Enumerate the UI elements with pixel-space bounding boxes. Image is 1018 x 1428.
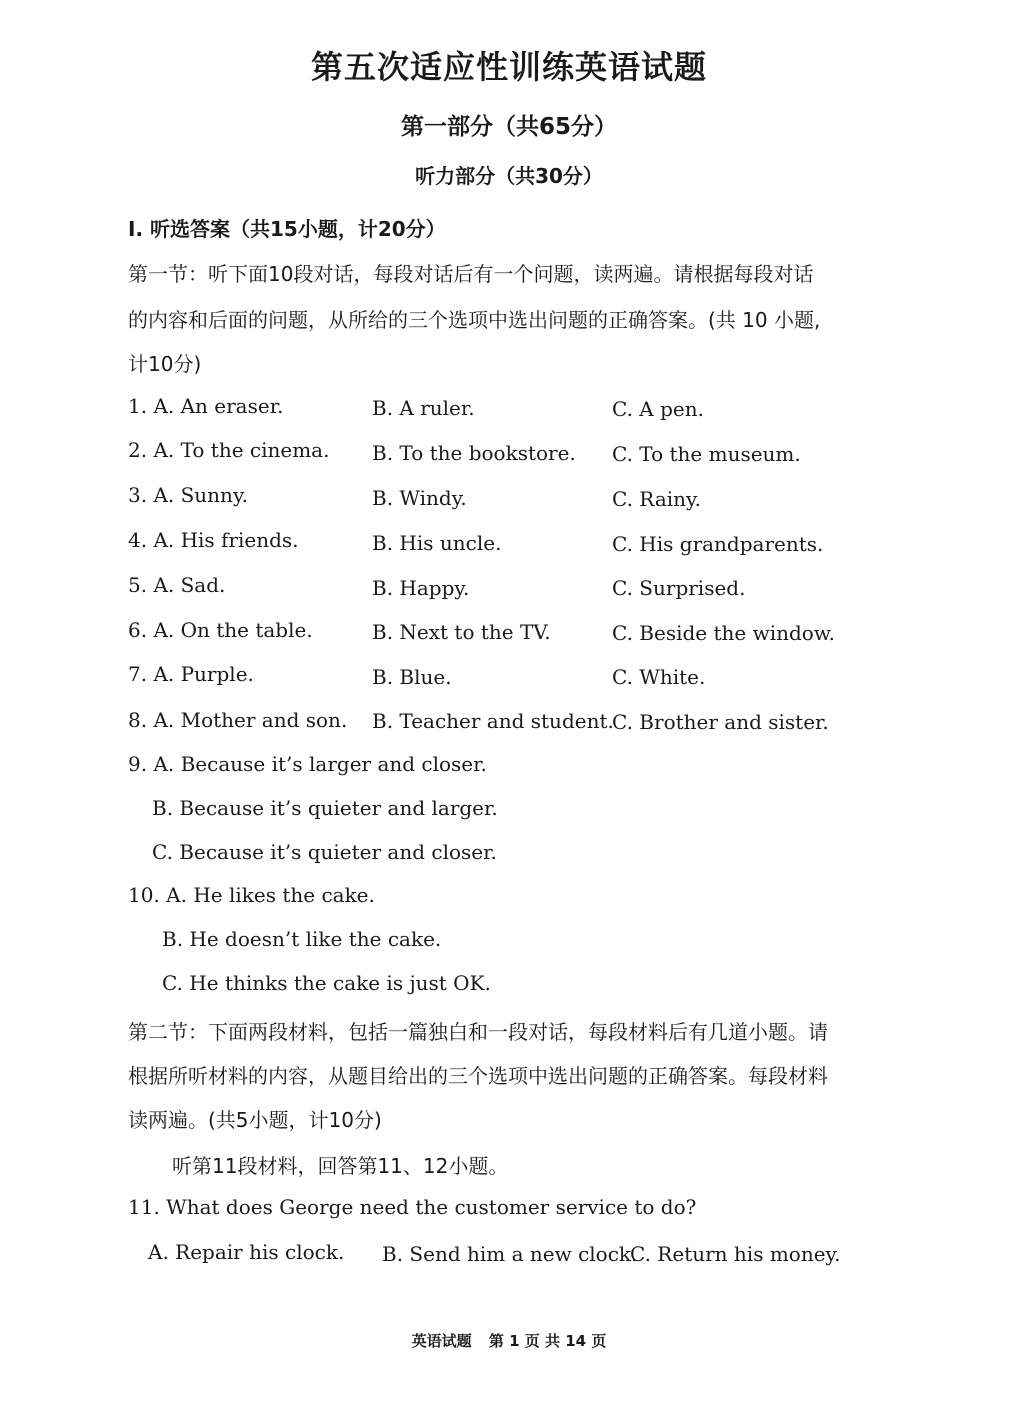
footer-page-number: 第 1 页 共 14 页	[488, 1332, 607, 1350]
footer-subject: 英语试题	[411, 1332, 472, 1350]
q10-option-a: 10. A. He likes the cake.	[128, 883, 375, 907]
q2-option-a: 2. A. To the cinema.	[128, 438, 330, 462]
q3-option-b: B. Windy.	[372, 486, 467, 510]
q4-option-c: C. His grandparents.	[612, 532, 824, 556]
q1-option-a: 1. A. An eraser.	[128, 394, 284, 418]
exam-title: 第五次适应性训练英语试题	[310, 48, 707, 86]
q5-option-c: C. Surprised.	[612, 576, 746, 600]
q9-option-c: C. Because it’s quieter and closer.	[152, 840, 497, 864]
listening-heading: 听力部分（共30分）	[415, 164, 603, 188]
q8-option-b: B. Teacher and student.	[372, 709, 614, 733]
q6-option-a: 6. A. On the table.	[128, 618, 313, 642]
section1-intro-line1: 第一节：听下面10段对话，每段对话后有一个问题，读两遍。请根据每段对话	[128, 262, 814, 286]
q4-option-a: 4. A. His friends.	[128, 528, 299, 552]
q6-option-c: C. Beside the window.	[612, 621, 835, 645]
q1-option-b: B. A ruler.	[372, 396, 475, 420]
q8-option-a: 8. A. Mother and son.	[128, 708, 348, 732]
q11-option-a: A. Repair his clock.	[148, 1240, 345, 1264]
q11-stem: 11. What does George need the customer service to do?	[128, 1195, 697, 1219]
q7-option-a: 7. A. Purple.	[128, 662, 254, 686]
section1-intro-line2: 的内容和后面的问题，从所给的三个选项中选出问题的正确答案。(共 10 小题,	[128, 308, 821, 332]
q5-option-a: 5. A. Sad.	[128, 573, 226, 597]
q4-option-b: B. His uncle.	[372, 531, 502, 555]
section-i-heading: I. 听选答案（共15小题，计20分）	[128, 217, 446, 241]
q10-option-c: C. He thinks the cake is just OK.	[162, 971, 491, 995]
q6-option-b: B. Next to the TV.	[372, 620, 551, 644]
q2-option-c: C. To the museum.	[612, 442, 801, 466]
q2-option-b: B. To the bookstore.	[372, 441, 576, 465]
q11-option-b: B. Send him a new clock.	[382, 1242, 638, 1266]
q3-option-a: 3. A. Sunny.	[128, 483, 248, 507]
q10-option-b: B. He doesn’t like the cake.	[162, 927, 442, 951]
section1-intro-line3: 计10分)	[128, 352, 202, 376]
section2-intro-line3: 读两遍。(共5小题，计10分)	[128, 1108, 382, 1132]
q9-option-b: B. Because it’s quieter and larger.	[152, 796, 498, 820]
q7-option-c: C. White.	[612, 665, 706, 689]
section2-intro-line1: 第二节：下面两段材料，包括一篇独白和一段对话，每段材料后有几道小题。请	[128, 1020, 828, 1044]
part1-heading: 第一部分（共65分）	[400, 114, 617, 140]
q7-option-b: B. Blue.	[372, 665, 452, 689]
material-11-instruction: 听第11段材料，回答第11、12小题。	[172, 1154, 509, 1178]
q9-option-a: 9. A. Because it’s larger and closer.	[128, 752, 487, 776]
q5-option-b: B. Happy.	[372, 576, 470, 600]
q8-option-c: C. Brother and sister.	[612, 710, 829, 734]
q1-option-c: C. A pen.	[612, 397, 704, 421]
q3-option-c: C. Rainy.	[612, 487, 702, 511]
page-footer	[0, 1330, 1018, 1351]
q11-option-c: C. Return his money.	[630, 1242, 841, 1266]
section2-intro-line2: 根据所听材料的内容，从题目给出的三个选项中选出问题的正确答案。每段材料	[128, 1064, 828, 1088]
